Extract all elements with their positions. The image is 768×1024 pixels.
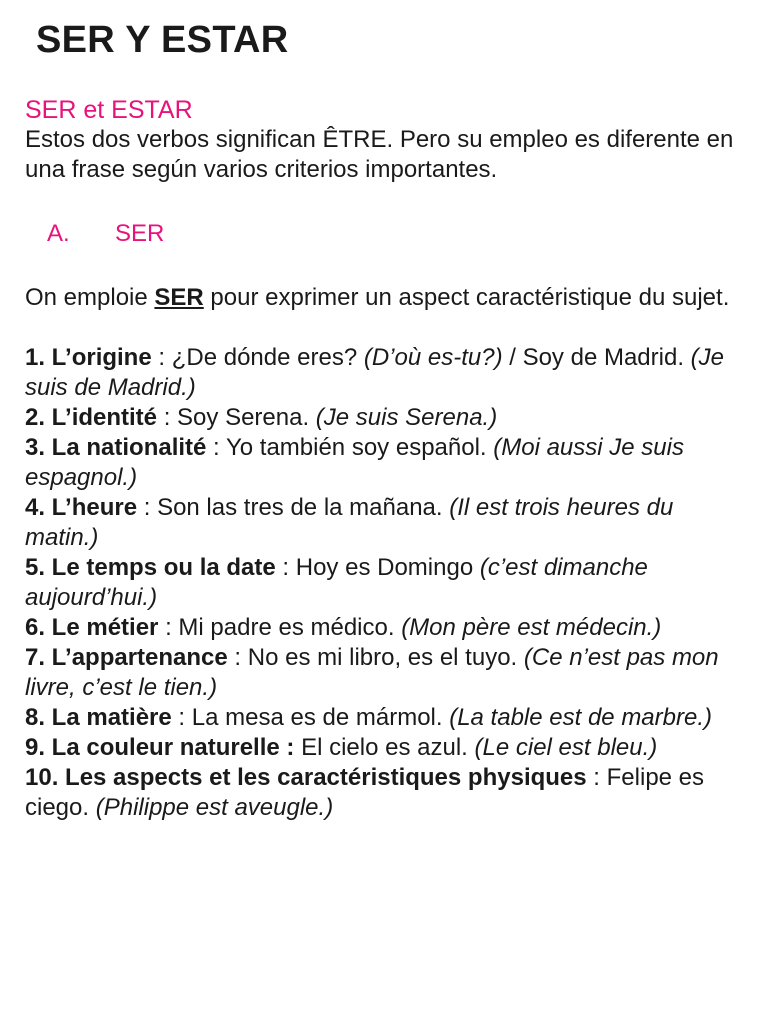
list-item: 7. L’appartenance : No es mi libro, es el tuyo. (Ce n’est pas mon livre, c’est le tien.)	[25, 644, 719, 701]
criteria-list	[25, 343, 745, 823]
section-label: SER	[115, 220, 165, 247]
list-item: 8. La matière : La mesa es de mármol. (La table est de marbre.)	[25, 704, 712, 731]
section-subtitle: SER et ESTAR	[25, 96, 193, 124]
page-title: SER Y ESTAR	[36, 19, 289, 61]
list-item: 4. L’heure : Son las tres de la mañana. (Il est trois heures du matin.)	[25, 494, 674, 551]
list-item: 1. L’origine : ¿De dónde eres? (D’où es-tu?) / Soy de Madrid. (Je suis de Madrid.)	[25, 344, 724, 401]
usage-after: pour exprimer un aspect caractéristique du sujet.	[203, 284, 730, 311]
list-item: 2. L’identité : Soy Serena. (Je suis Serena.)	[25, 404, 498, 431]
section-heading-a	[25, 219, 745, 249]
section-letter: A.	[47, 220, 70, 247]
list-item: 5. Le temps ou la date : Hoy es Domingo (c’est dimanche aujourd’hui.)	[25, 554, 648, 611]
usage-before: On emploie	[25, 284, 155, 311]
list-item: 6. Le métier : Mi padre es médico. (Mon père est médecin.)	[25, 614, 662, 641]
document-body	[25, 95, 745, 823]
list-item: 10. Les aspects et les caractéristiques physiques : Felipe es ciego. (Philippe est aveugle.)	[25, 764, 705, 821]
list-item: 3. La nationalité : Yo también soy español. (Moi aussi Je suis espagnol.)	[25, 434, 684, 491]
usage-paragraph	[25, 283, 745, 313]
list-item: 9. La couleur naturelle : El cielo es azul. (Le ciel est bleu.)	[25, 734, 658, 761]
intro-paragraph: Estos dos verbos significan ÊTRE. Pero su empleo es diferente en una frase según varios criterios importantes.	[25, 126, 734, 183]
usage-keyword: SER	[154, 284, 204, 311]
